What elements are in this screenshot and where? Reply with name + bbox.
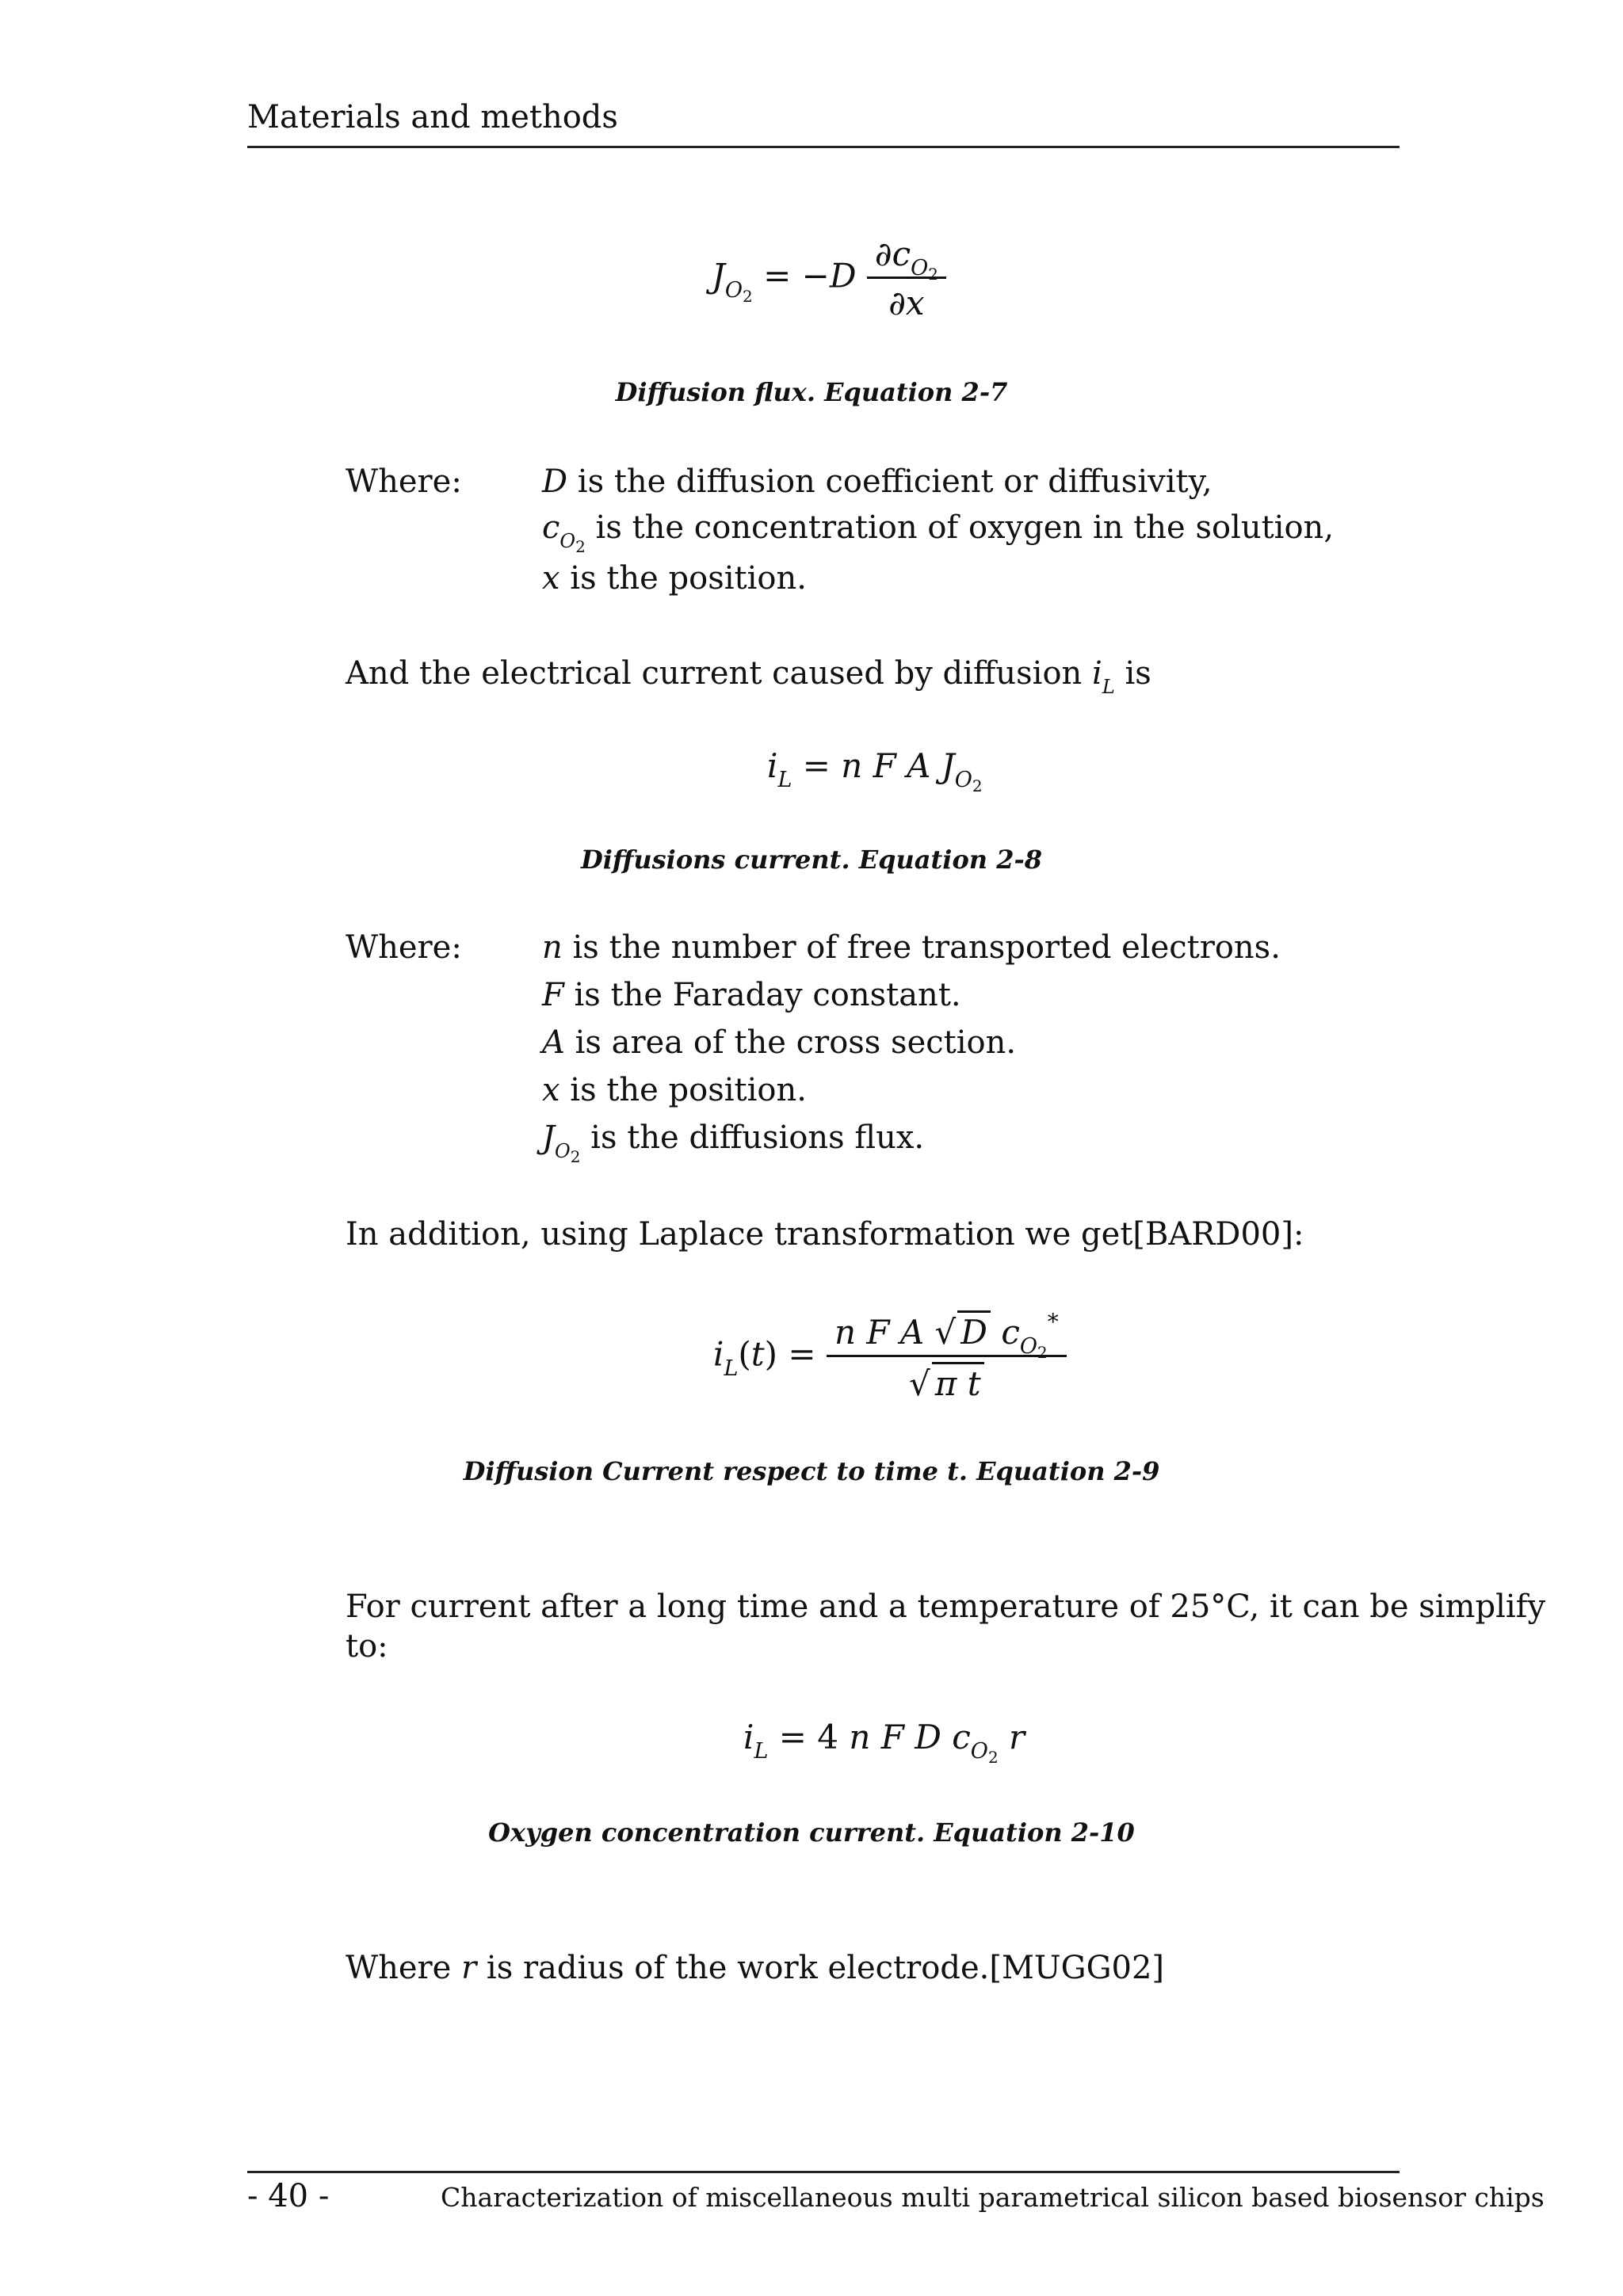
where-label-2: Where: [346, 929, 462, 966]
where1-item-c: $c_{O_2}$ is the concentration of oxygen in the solution, [542, 509, 1335, 556]
where2-item-f: F is the Faraday constant. [542, 977, 961, 1013]
running-header: Materials and methods [247, 99, 618, 135]
equation-2-9: $i_L(t)$ = $\frac{n F A √ D c_{O_2}^*}{\text{√ π t}}$ [713, 1310, 1067, 1403]
where2-item-n: n is the number of free transported electrons. [542, 929, 1281, 966]
equation-2-7: $J_{O_2} = -D$ $\frac{\partial c_{O_2}}{\partial x}$ [712, 235, 946, 322]
paragraph-radius: Where r is radius of the work electrode.[MUGG02] [346, 1950, 1165, 1986]
where2-item-j: $J_{O_2}$ is the diffusions flux. [542, 1119, 925, 1166]
where-label-1: Where: [346, 463, 462, 500]
where2-item-a: A is area of the cross section. [542, 1024, 1017, 1061]
caption-equation-2-10: Oxygen concentration current. Equation 2-10 [488, 1817, 1135, 1848]
where2-item-x: x is the position. [542, 1072, 807, 1108]
paragraph-laplace: In addition, using Laplace transformation we get[BARD00]: [346, 1216, 1304, 1253]
equation-2-10: $i_L = 4$ n F D $c_{O_2}$ r [743, 1718, 1025, 1767]
page-number: - 40 - [247, 2178, 330, 2214]
paragraph-diffusion-current: And the electrical current caused by diffusion $i_L$ is [346, 655, 1151, 698]
footer-book-title: Characterization of miscellaneous multi parametrical silicon based biosensor chips [441, 2182, 1545, 2213]
footer-rule [247, 2171, 1400, 2173]
paragraph-long-time-line1: For current after a long time and a temperature of 25°C, it can be simplify [346, 1589, 1546, 1625]
header-rule [247, 146, 1400, 148]
where1-item-x: x is the position. [542, 560, 807, 597]
where1-item-d: D is the diffusion coefficient or diffusivity, [542, 463, 1212, 500]
paragraph-long-time-line2: to: [346, 1628, 388, 1665]
caption-equation-2-7: Diffusion flux. Equation 2-7 [615, 377, 1008, 407]
caption-equation-2-8: Diffusions current. Equation 2-8 [581, 845, 1042, 875]
equation-2-8: $i_L = n$ F A $J_{O_2}$ [767, 746, 983, 795]
caption-equation-2-9: Diffusion Current respect to time t. Equation 2-9 [463, 1456, 1160, 1486]
